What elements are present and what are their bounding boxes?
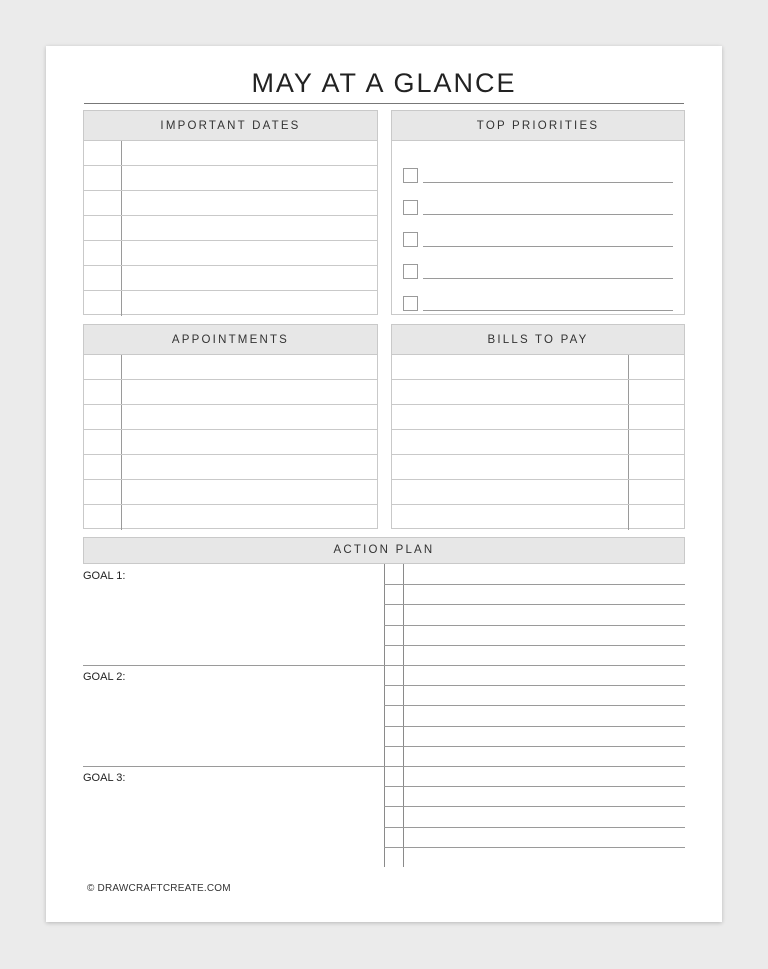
action-plan-left-rule	[384, 564, 385, 867]
date-row	[84, 266, 377, 291]
action-line	[384, 665, 685, 666]
goal-3-label: GOAL 3:	[83, 772, 126, 784]
goal-1	[83, 564, 384, 665]
action-line	[384, 625, 685, 626]
appointment-row-left-cell	[84, 505, 122, 530]
priority-item	[392, 185, 684, 217]
action-plan-header: ACTION PLAN	[83, 537, 685, 564]
bill-row-left-cell	[392, 480, 629, 504]
date-row	[84, 216, 377, 241]
appointment-row-left-cell	[84, 430, 122, 454]
bill-row-right-cell	[629, 405, 684, 429]
priority-writing-line	[423, 181, 673, 183]
goal-3	[83, 766, 384, 867]
appointment-row-right-cell	[122, 380, 377, 404]
bill-row-right-cell	[629, 480, 684, 504]
priority-item	[392, 217, 684, 249]
page-title: MAY AT A GLANCE	[251, 68, 517, 98]
bills-to-pay-box	[391, 324, 685, 529]
priority-item	[392, 249, 684, 281]
date-row	[84, 291, 377, 316]
date-row-left-cell	[84, 266, 122, 290]
action-plan-lines	[384, 564, 685, 867]
bills-rows	[392, 355, 684, 530]
appointment-row-right-cell	[122, 405, 377, 429]
appointment-row	[84, 380, 377, 405]
date-row-right-cell	[122, 166, 377, 190]
bill-row-right-cell	[629, 455, 684, 479]
action-line	[384, 786, 685, 787]
important-dates-header: IMPORTANT DATES	[84, 111, 377, 141]
checkbox-icon	[403, 168, 418, 183]
date-row	[84, 166, 377, 191]
appointment-row-right-cell	[122, 480, 377, 504]
footer-copyright: © DRAWCRAFTCREATE.COM	[87, 883, 231, 894]
bill-row	[392, 355, 684, 380]
appointment-row	[84, 455, 377, 480]
bill-row	[392, 480, 684, 505]
important-dates-rows	[84, 141, 377, 316]
bill-row-right-cell	[629, 505, 684, 530]
appointment-row-left-cell	[84, 405, 122, 429]
date-row-right-cell	[122, 241, 377, 265]
priority-writing-line	[423, 309, 673, 311]
title-underline	[84, 103, 684, 104]
appointment-row-left-cell	[84, 355, 122, 379]
appointments-rows	[84, 355, 377, 530]
important-dates-box	[83, 110, 378, 315]
appointments-box	[83, 324, 378, 529]
appointment-row-right-cell	[122, 505, 377, 530]
appointment-row-left-cell	[84, 480, 122, 504]
date-row-left-cell	[84, 291, 122, 316]
checkbox-icon	[403, 232, 418, 247]
priority-item	[392, 153, 684, 185]
date-row-right-cell	[122, 266, 377, 290]
checkbox-icon	[403, 296, 418, 311]
appointment-row	[84, 430, 377, 455]
action-line	[384, 766, 685, 767]
goal-1-label: GOAL 1:	[83, 570, 126, 582]
date-row	[84, 191, 377, 216]
appointments-header: APPOINTMENTS	[84, 325, 377, 355]
bill-row-left-cell	[392, 380, 629, 404]
bill-row-left-cell	[392, 355, 629, 379]
action-line	[384, 685, 685, 686]
action-line	[384, 847, 685, 848]
action-line	[384, 827, 685, 828]
bill-row-right-cell	[629, 380, 684, 404]
action-line	[384, 645, 685, 646]
priority-writing-line	[423, 277, 673, 279]
action-line	[384, 726, 685, 727]
bill-row	[392, 380, 684, 405]
bill-row-right-cell	[629, 430, 684, 454]
goal-2-label: GOAL 2:	[83, 671, 126, 683]
bill-row-left-cell	[392, 505, 629, 530]
date-row-left-cell	[84, 241, 122, 265]
action-line	[384, 604, 685, 605]
bill-row	[392, 455, 684, 480]
bill-row	[392, 505, 684, 530]
priority-writing-line	[423, 245, 673, 247]
appointment-row	[84, 480, 377, 505]
checkbox-icon	[403, 264, 418, 279]
bill-row	[392, 405, 684, 430]
priority-list	[392, 141, 684, 313]
bills-to-pay-header: BILLS TO PAY	[392, 325, 684, 355]
action-line	[384, 705, 685, 706]
bill-row-right-cell	[629, 355, 684, 379]
bill-row-left-cell	[392, 405, 629, 429]
date-row	[84, 141, 377, 166]
action-line	[384, 806, 685, 807]
date-row-right-cell	[122, 191, 377, 215]
bill-row-left-cell	[392, 455, 629, 479]
date-row-right-cell	[122, 216, 377, 240]
appointment-row	[84, 405, 377, 430]
checkbox-icon	[403, 200, 418, 215]
top-priorities-header: TOP PRIORITIES	[392, 111, 684, 141]
action-plan-checkbox-rule	[403, 564, 404, 867]
date-row	[84, 241, 377, 266]
appointment-row	[84, 505, 377, 530]
appointment-row-right-cell	[122, 430, 377, 454]
action-line	[384, 746, 685, 747]
bill-row	[392, 430, 684, 455]
appointment-row-right-cell	[122, 355, 377, 379]
date-row-left-cell	[84, 141, 122, 165]
date-row-left-cell	[84, 166, 122, 190]
date-row-right-cell	[122, 291, 377, 316]
date-row-right-cell	[122, 141, 377, 165]
appointment-row-left-cell	[84, 380, 122, 404]
priority-item	[392, 281, 684, 313]
date-row-left-cell	[84, 216, 122, 240]
goal-2	[83, 665, 384, 766]
top-priorities-box	[391, 110, 685, 315]
appointment-row-left-cell	[84, 455, 122, 479]
bill-row-left-cell	[392, 430, 629, 454]
priority-writing-line	[423, 213, 673, 215]
date-row-left-cell	[84, 191, 122, 215]
action-line	[384, 584, 685, 585]
appointment-row	[84, 355, 377, 380]
appointment-row-right-cell	[122, 455, 377, 479]
